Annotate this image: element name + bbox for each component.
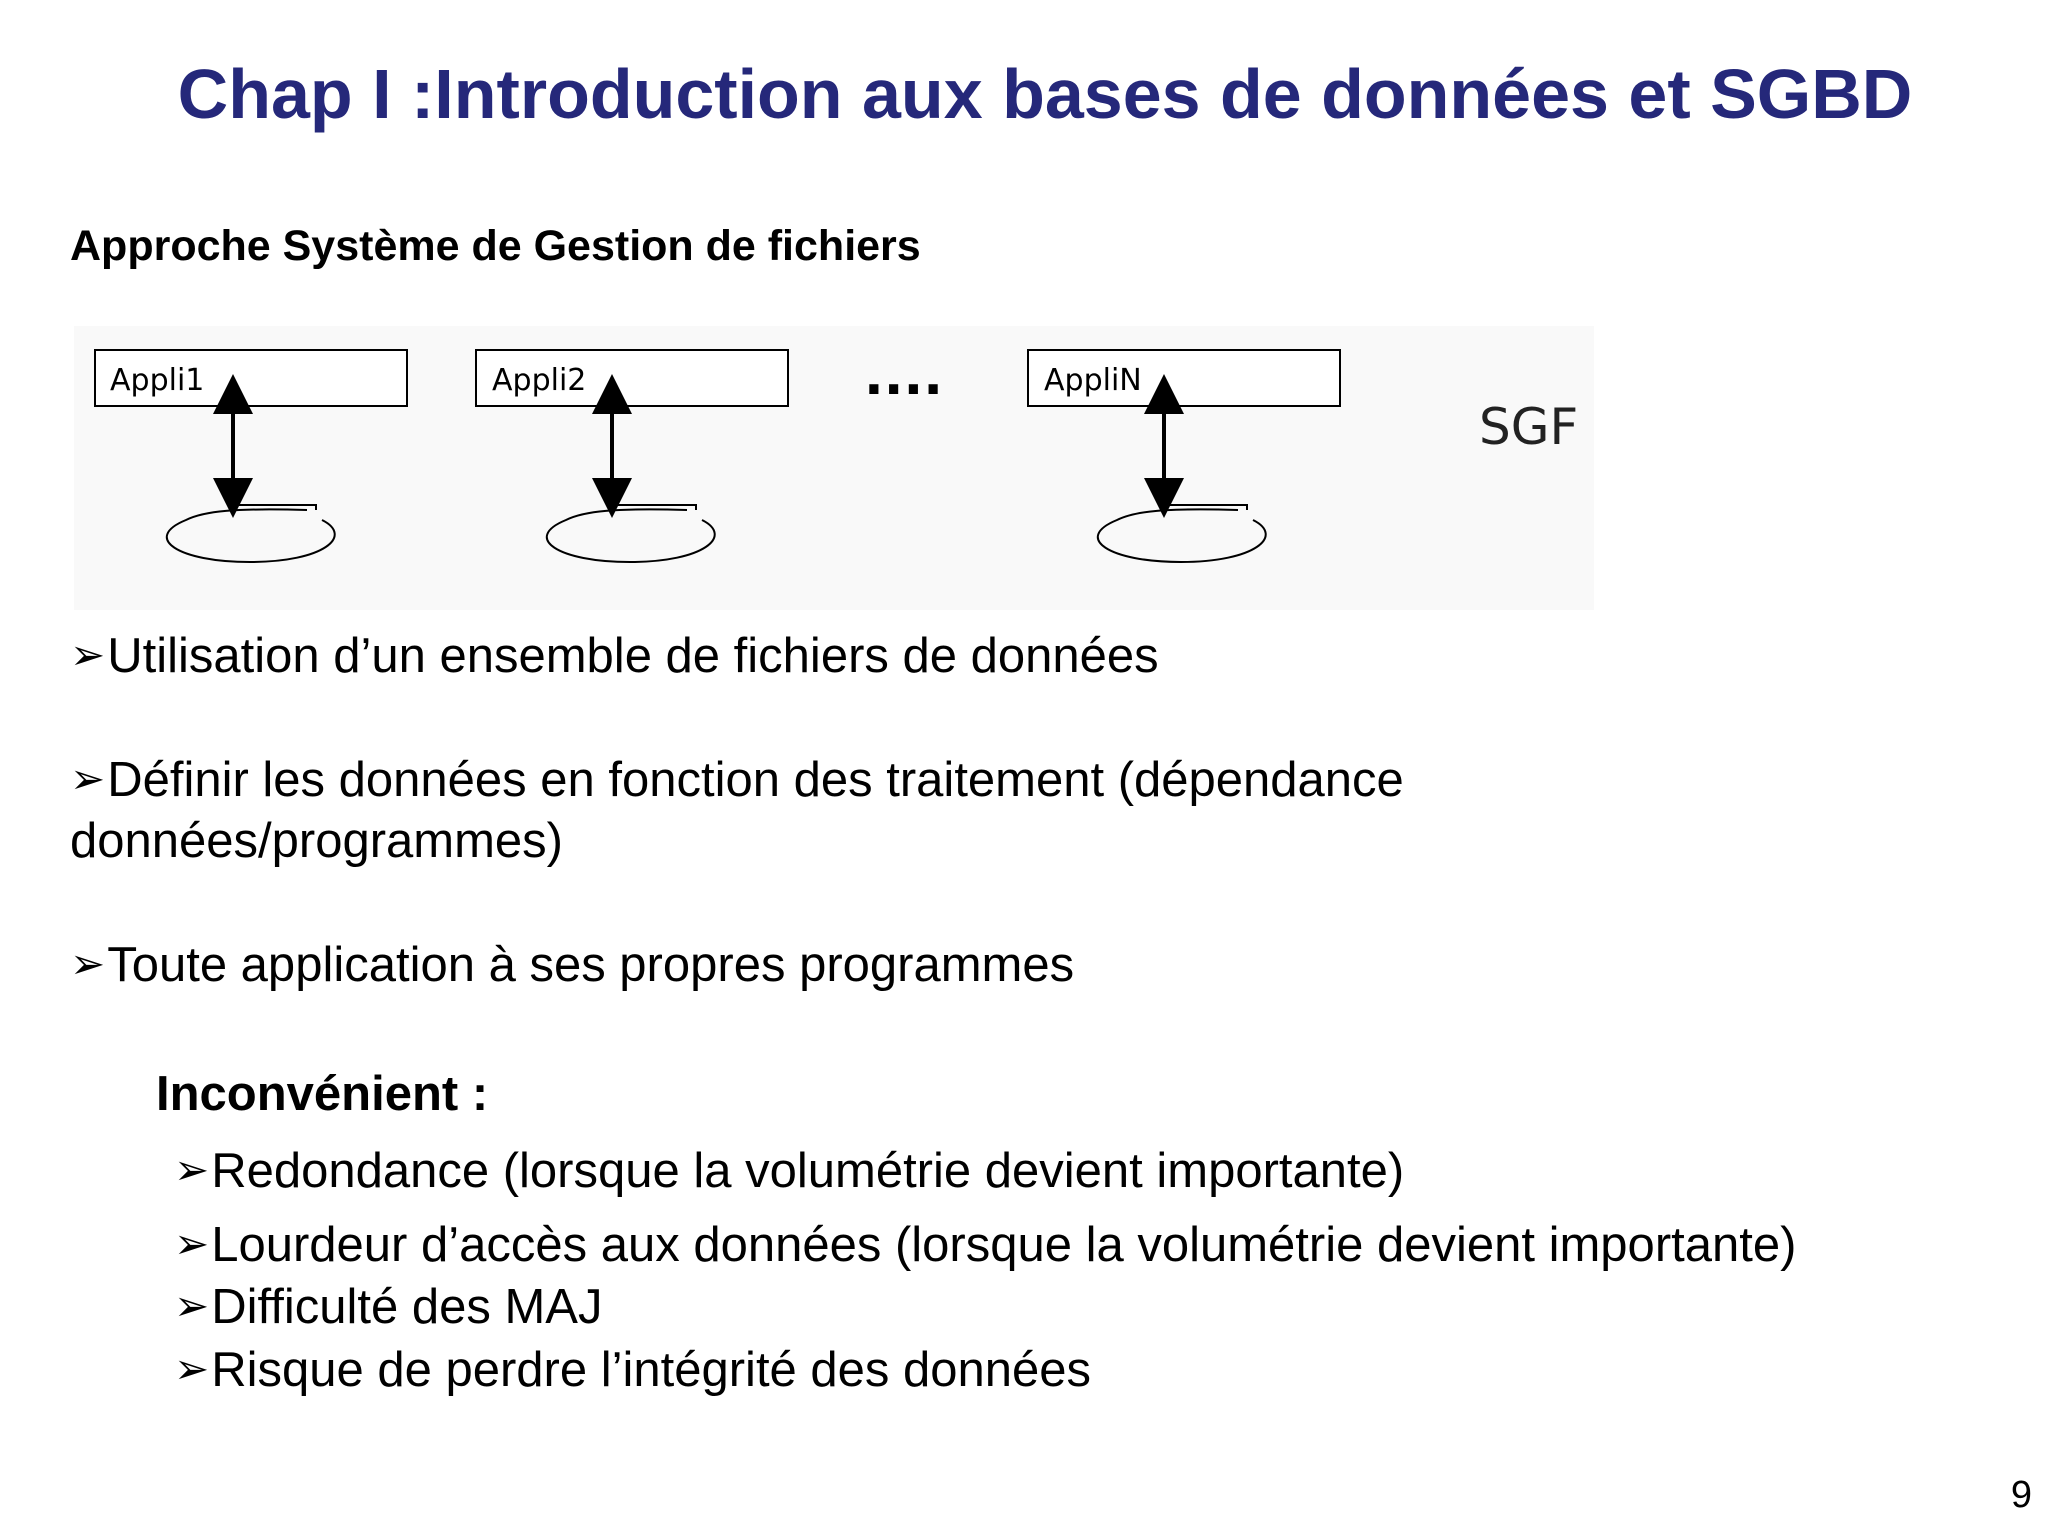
data-file-icon xyxy=(167,505,335,562)
application-label-1: Appli1 xyxy=(110,363,205,398)
drawback-item-2 xyxy=(174,1218,1797,1272)
drawback-text: Lourdeur d’accès aux données (lorsque la volumétrie devient importante) xyxy=(211,1218,1797,1272)
bullet-arrow-icon: ➢ xyxy=(70,755,106,802)
bullet-arrow-icon: ➢ xyxy=(70,940,106,987)
drawback-item-3 xyxy=(174,1280,603,1334)
bullet-arrow-icon: ➢ xyxy=(70,631,106,678)
application-label-2: Appli2 xyxy=(492,363,587,398)
page-number: 9 xyxy=(2010,1474,2032,1516)
bullet-text: Définir les données en fonction des traitement (dépendance xyxy=(107,753,1404,807)
bullet-arrow-icon: ➢ xyxy=(174,1220,210,1267)
sgf-diagram-svg xyxy=(74,326,1594,610)
data-file-icon xyxy=(1098,505,1266,562)
application-node-n xyxy=(1028,350,1340,562)
drawback-item-1 xyxy=(174,1144,1405,1198)
diagram-ellipsis: .... xyxy=(864,347,944,407)
bullet-arrow-icon: ➢ xyxy=(174,1282,210,1329)
application-label-n: AppliN xyxy=(1044,363,1142,398)
bullet-item-1 xyxy=(70,629,1159,683)
bullet-arrow-icon: ➢ xyxy=(174,1345,210,1392)
sgf-label: SGF xyxy=(1479,398,1579,456)
bullet-item-2 xyxy=(70,753,1404,807)
bullet-text: Utilisation d’un ensemble de fichiers de données xyxy=(107,629,1159,683)
bullet-item-2-continuation: données/programmes) xyxy=(70,814,563,868)
sgf-diagram xyxy=(74,326,1594,610)
application-node-2 xyxy=(476,350,788,562)
drawback-text: Difficulté des MAJ xyxy=(211,1280,603,1334)
bullet-text: Toute application à ses propres programmes xyxy=(107,938,1075,992)
application-node-1 xyxy=(95,350,407,562)
drawbacks-heading: Inconvénient : xyxy=(156,1067,489,1121)
bullet-arrow-icon: ➢ xyxy=(174,1146,210,1193)
bullet-item-3 xyxy=(70,938,1075,992)
drawback-text: Redondance (lorsque la volumétrie devient importante) xyxy=(211,1144,1405,1198)
section-subtitle: Approche Système de Gestion de fichiers xyxy=(70,222,921,270)
data-file-icon xyxy=(547,505,715,562)
drawback-text: Risque de perdre l’intégrité des données xyxy=(211,1343,1092,1397)
drawback-item-4 xyxy=(174,1343,1092,1397)
slide-title: Chap I :Introduction aux bases de données et SGBD xyxy=(177,55,1913,133)
